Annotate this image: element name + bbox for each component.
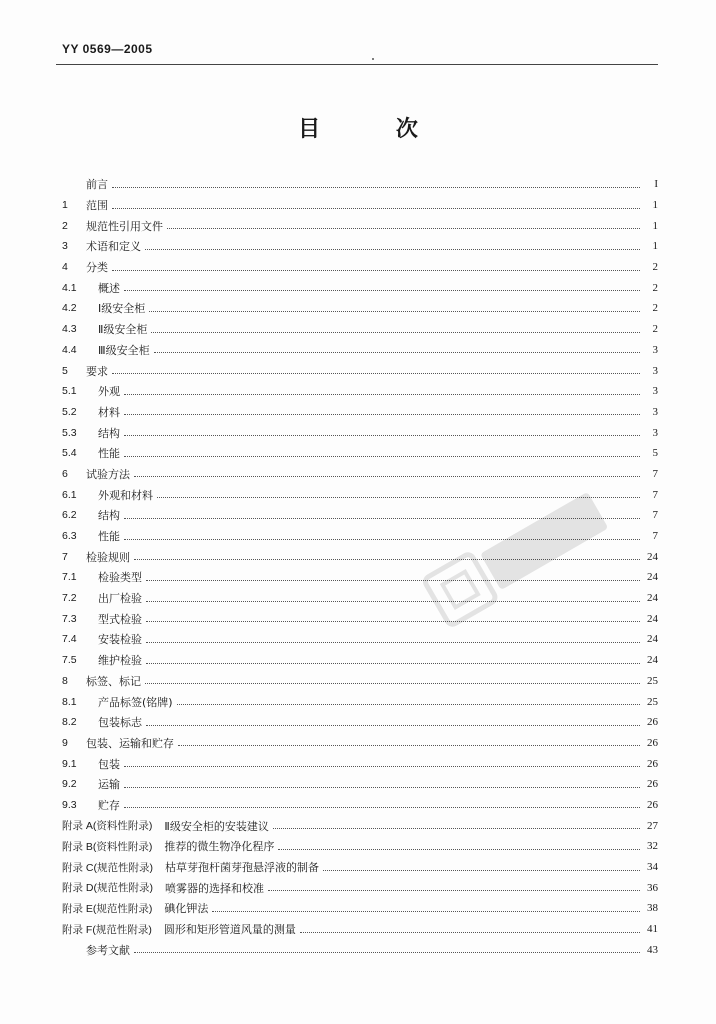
toc-entry[interactable] <box>62 774 658 795</box>
toc-entry-number: 9.2 <box>62 778 77 791</box>
toc-entry-number: 附录 C(规范性附录) <box>62 861 153 874</box>
toc-dot-leader <box>124 538 640 540</box>
toc-entry-label: 术语和定义 <box>86 240 141 254</box>
toc-entry-page: 41 <box>647 923 658 936</box>
toc-entry-page: 26 <box>647 716 658 729</box>
toc-dot-leader <box>157 496 640 498</box>
toc-dot-leader <box>178 744 640 746</box>
toc-dot-leader <box>177 703 640 705</box>
toc-entry-number: 5.1 <box>62 385 77 398</box>
toc-entry-page: 2 <box>652 261 658 274</box>
page-title: 目 次 <box>298 116 452 142</box>
toc-dot-leader <box>124 393 640 395</box>
toc-entry-label: 包装 <box>98 757 120 771</box>
toc-entry-page: 1 <box>652 199 658 212</box>
toc-entry[interactable] <box>62 546 658 567</box>
toc-entry-number: 2 <box>62 219 68 232</box>
toc-entry-page: 1 <box>652 219 658 232</box>
toc-entry-number: 8 <box>62 674 68 687</box>
toc-entry-label: 出厂检验 <box>98 592 142 606</box>
toc-entry-page: 24 <box>647 550 658 563</box>
toc-entry-label: 包装、运输和贮存 <box>86 736 174 750</box>
toc-dot-leader <box>154 351 640 353</box>
toc-dot-leader <box>273 827 640 829</box>
toc-entry-number: 4.3 <box>62 323 77 336</box>
toc-entry[interactable] <box>62 464 658 485</box>
toc-entry-page: 3 <box>652 343 658 356</box>
toc-entry-page: 32 <box>647 840 658 853</box>
toc-entry-label: 安装检验 <box>98 633 142 647</box>
toc-entry[interactable] <box>62 795 658 816</box>
toc-dot-leader <box>146 579 640 581</box>
table-of-contents <box>62 174 658 960</box>
toc-entry-page: 2 <box>652 281 658 294</box>
toc-entry-label: 外观 <box>98 385 120 399</box>
toc-dot-leader <box>146 662 640 664</box>
toc-entry[interactable] <box>62 298 658 319</box>
standard-code: YY 0569—2005 <box>62 42 153 56</box>
toc-entry-page: 3 <box>652 385 658 398</box>
toc-entry-label: 结构 <box>98 426 120 440</box>
toc-entry[interactable] <box>62 381 658 402</box>
toc-entry-number: 5.4 <box>62 447 77 460</box>
toc-entry[interactable] <box>62 857 658 878</box>
toc-dot-leader <box>151 331 640 333</box>
toc-entry-number: 7 <box>62 550 68 563</box>
toc-entry-label: 检验类型 <box>98 571 142 585</box>
toc-entry-page: 26 <box>647 757 658 770</box>
toc-entry-label: 外观和材料 <box>98 488 153 502</box>
toc-entry-page: 27 <box>647 819 658 832</box>
toc-entry[interactable] <box>62 588 658 609</box>
toc-entry-label: 要求 <box>86 364 108 378</box>
toc-entry-page: 7 <box>652 530 658 543</box>
toc-entry[interactable] <box>62 712 658 733</box>
toc-dot-leader <box>112 186 640 188</box>
toc-entry-page: 26 <box>647 736 658 749</box>
toc-entry-page: 24 <box>647 571 658 584</box>
toc-entry[interactable] <box>62 360 658 381</box>
toc-entry[interactable] <box>62 277 658 298</box>
toc-entry[interactable] <box>62 340 658 361</box>
toc-entry-page: 24 <box>647 592 658 605</box>
toc-entry-page: 7 <box>652 467 658 480</box>
header-rule <box>56 64 658 65</box>
toc-entry[interactable] <box>62 567 658 588</box>
toc-entry-page: 3 <box>652 405 658 418</box>
toc-entry-label: 推荐的微生物净化程序 <box>164 840 275 854</box>
toc-dot-leader <box>124 434 640 436</box>
toc-dot-leader <box>146 600 640 602</box>
toc-entry-label: 维护检验 <box>98 654 142 668</box>
toc-entry-label: Ⅲ级安全柜 <box>98 343 150 357</box>
toc-dot-leader <box>124 413 640 415</box>
toc-entry-label: 试验方法 <box>86 467 130 481</box>
toc-dot-leader <box>278 848 640 850</box>
toc-entry-label: 性能 <box>98 530 120 544</box>
toc-entry[interactable] <box>62 215 658 236</box>
toc-entry-label: 分类 <box>86 261 108 275</box>
toc-dot-leader <box>124 517 640 519</box>
toc-entry-label: 概述 <box>98 281 120 295</box>
toc-dot-leader <box>112 372 640 374</box>
toc-entry-page: 2 <box>652 323 658 336</box>
toc-entry-label: 贮存 <box>98 798 120 812</box>
toc-entry-page: 24 <box>647 633 658 646</box>
toc-dot-leader <box>124 455 640 457</box>
toc-entry-page: 24 <box>647 612 658 625</box>
toc-entry-page: 43 <box>647 943 658 956</box>
toc-entry[interactable] <box>62 836 658 857</box>
toc-entry-page: 26 <box>647 798 658 811</box>
toc-dot-leader <box>300 931 640 933</box>
toc-entry[interactable] <box>62 753 658 774</box>
toc-dot-leader <box>124 289 640 291</box>
toc-entry[interactable] <box>62 484 658 505</box>
toc-entry[interactable] <box>62 939 658 960</box>
toc-entry-number: 4.2 <box>62 302 77 315</box>
toc-entry-label: 圆形和矩形管道风量的测量 <box>163 923 296 937</box>
toc-entry[interactable] <box>62 815 658 836</box>
toc-entry-number: 5.3 <box>62 426 77 439</box>
toc-entry-number: 7.3 <box>62 612 77 625</box>
toc-entry[interactable] <box>62 422 658 443</box>
toc-entry[interactable] <box>62 919 658 940</box>
toc-entry-page: 24 <box>647 654 658 667</box>
toc-entry-number: 4.1 <box>62 281 77 294</box>
toc-entry-page: 7 <box>652 509 658 522</box>
toc-dot-leader <box>323 869 640 871</box>
toc-entry-label: 性能 <box>98 447 120 461</box>
toc-dot-leader <box>145 682 640 684</box>
toc-entry-number: 7.5 <box>62 654 77 667</box>
toc-dot-leader <box>212 910 640 912</box>
toc-entry-label: 枯草芽孢杆菌芽孢悬浮液的制备 <box>165 861 319 875</box>
toc-entry-number: 9.3 <box>62 798 77 811</box>
toc-entry-number: 9.1 <box>62 757 77 770</box>
toc-dot-leader <box>146 641 640 643</box>
toc-entry-label: 喷雾器的选择和校准 <box>165 881 264 895</box>
scan-speck <box>372 58 374 60</box>
toc-dot-leader <box>134 475 640 477</box>
toc-entry-label: 检验规则 <box>86 550 130 564</box>
toc-entry-number: 附录 A(资料性附录) <box>62 820 153 833</box>
toc-entry-number: 5 <box>62 364 68 377</box>
toc-entry-page: 36 <box>647 881 658 894</box>
toc-entry-label: 包装标志 <box>98 716 142 730</box>
toc-entry-label: 碘化钾法 <box>164 902 209 916</box>
toc-entry[interactable] <box>62 671 658 692</box>
toc-entry-page: 1 <box>652 240 658 253</box>
toc-entry-number: 附录 F(规范性附录) <box>62 923 152 936</box>
toc-entry-number: 附录 B(资料性附录) <box>62 840 153 853</box>
toc-entry[interactable] <box>62 629 658 650</box>
toc-entry-page: 26 <box>647 778 658 791</box>
toc-entry-page: 3 <box>652 426 658 439</box>
toc-entry-number: 6.1 <box>62 488 77 501</box>
toc-entry[interactable] <box>62 195 658 216</box>
toc-entry-label: 参考文献 <box>86 943 130 957</box>
toc-entry-number: 8.1 <box>62 695 77 708</box>
toc-dot-leader <box>146 724 640 726</box>
toc-entry[interactable] <box>62 319 658 340</box>
toc-entry[interactable] <box>62 505 658 526</box>
toc-entry[interactable] <box>62 174 658 195</box>
toc-entry-number: 8.2 <box>62 716 77 729</box>
toc-dot-leader <box>124 786 640 788</box>
toc-entry-number: 6.3 <box>62 530 77 543</box>
toc-dot-leader <box>124 765 640 767</box>
toc-entry-number: 7.2 <box>62 592 77 605</box>
toc-entry-number: 5.2 <box>62 405 77 418</box>
toc-entry-number: 6 <box>62 467 68 480</box>
toc-entry-page: 25 <box>647 695 658 708</box>
toc-dot-leader <box>268 889 640 891</box>
toc-entry-number: 1 <box>62 199 68 212</box>
toc-entry[interactable] <box>62 733 658 754</box>
toc-entry[interactable] <box>62 608 658 629</box>
toc-dot-leader <box>145 248 640 250</box>
toc-entry-page: 25 <box>647 674 658 687</box>
toc-entry[interactable] <box>62 402 658 423</box>
toc-entry-page: I <box>654 178 658 191</box>
toc-entry[interactable] <box>62 650 658 671</box>
toc-entry-label: Ⅱ级安全柜的安装建议 <box>164 819 269 833</box>
toc-entry-label: 产品标签(铭牌) <box>98 695 173 709</box>
toc-entry-page: 3 <box>652 364 658 377</box>
toc-entry[interactable] <box>62 236 658 257</box>
toc-dot-leader <box>134 558 640 560</box>
toc-dot-leader <box>149 310 640 312</box>
toc-entry[interactable] <box>62 526 658 547</box>
toc-entry-number: 9 <box>62 736 68 749</box>
toc-entry-label: 型式检验 <box>98 612 142 626</box>
toc-entry-page: 34 <box>647 861 658 874</box>
toc-entry-page: 5 <box>652 447 658 460</box>
toc-dot-leader <box>112 207 640 209</box>
toc-entry[interactable] <box>62 691 658 712</box>
toc-dot-leader <box>167 227 640 229</box>
toc-entry-number: 7.1 <box>62 571 77 584</box>
toc-entry-number: 附录 D(规范性附录) <box>62 882 153 895</box>
toc-entry-page: 2 <box>652 302 658 315</box>
toc-entry[interactable] <box>62 898 658 919</box>
toc-dot-leader <box>146 620 640 622</box>
toc-entry-number: 4.4 <box>62 343 77 356</box>
toc-entry-number: 3 <box>62 240 68 253</box>
toc-dot-leader <box>124 806 640 808</box>
toc-entry-label: 范围 <box>86 199 108 213</box>
toc-entry-label: 前言 <box>86 178 108 192</box>
toc-entry-number: 7.4 <box>62 633 77 646</box>
toc-entry-label: 材料 <box>98 405 120 419</box>
toc-entry-number: 附录 E(规范性附录) <box>62 902 153 915</box>
toc-dot-leader <box>134 951 640 953</box>
toc-entry-number: 6.2 <box>62 509 77 522</box>
toc-dot-leader <box>112 269 640 271</box>
toc-entry-number: 4 <box>62 261 68 274</box>
toc-entry-label: 标签、标记 <box>86 674 141 688</box>
toc-entry[interactable] <box>62 257 658 278</box>
toc-entry-label: 结构 <box>98 509 120 523</box>
toc-entry[interactable] <box>62 443 658 464</box>
toc-entry-label: Ⅰ级安全柜 <box>98 302 146 316</box>
toc-entry-label: Ⅱ级安全柜 <box>98 323 148 337</box>
toc-entry-page: 7 <box>652 488 658 501</box>
toc-entry-label: 运输 <box>98 778 120 792</box>
toc-entry[interactable] <box>62 877 658 898</box>
toc-entry-label: 规范性引用文件 <box>86 219 163 233</box>
toc-entry-page: 38 <box>647 902 658 915</box>
